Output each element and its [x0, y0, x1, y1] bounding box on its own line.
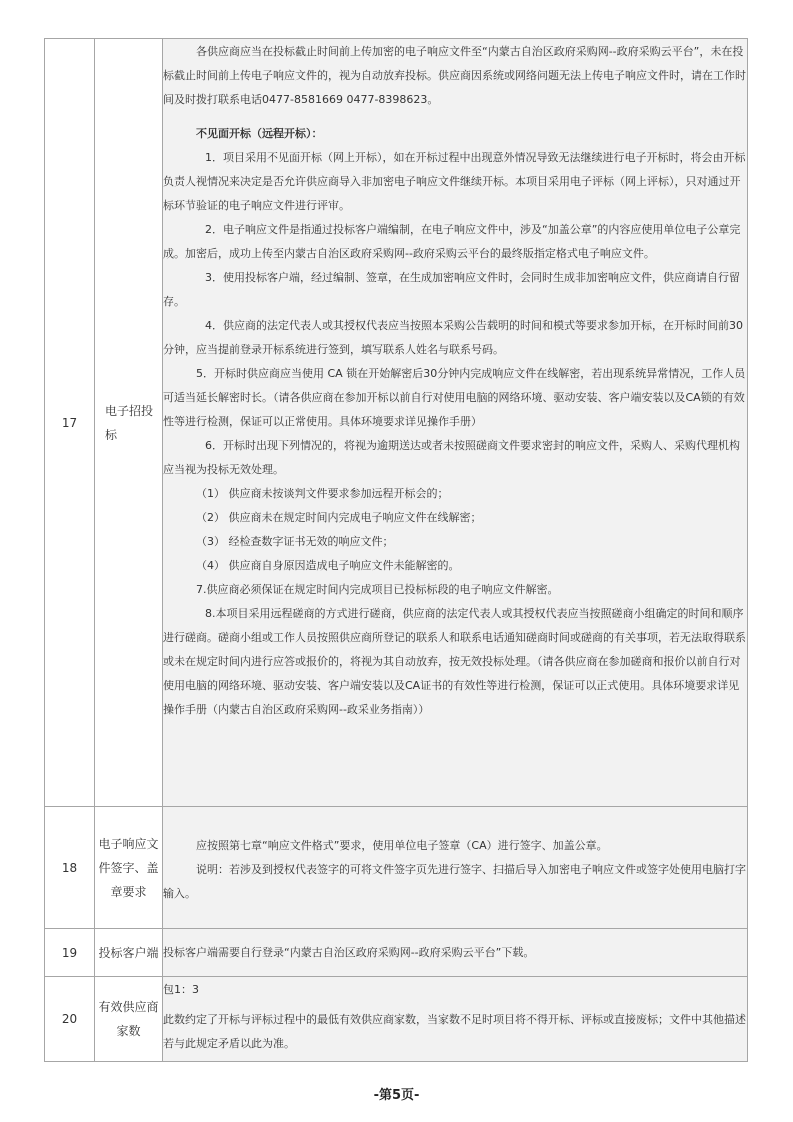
- list-item: （2） 供应商未在规定时间内完成电子响应文件在线解密；: [196, 511, 482, 524]
- page-number: -第5页-: [373, 1088, 420, 1103]
- paragraph: 包1：3: [163, 983, 199, 996]
- row-label: 电子响应文件签字、盖章要求: [95, 807, 163, 929]
- row-content: [163, 807, 748, 929]
- table-row: [45, 929, 748, 977]
- paragraph: 3．使用投标客户端，经过编制、签章，在生成加密响应文件时，会同时生成非加密响应文件，供应商请自行留存。: [163, 271, 740, 308]
- list-item: （1） 供应商未按谈判文件要求参加远程开标会的；: [196, 487, 449, 500]
- row-content: [163, 929, 748, 977]
- row-label: 电子招投标: [95, 39, 163, 807]
- paragraph: 5．开标时供应商应当使用 CA 锁在开始解密后30分钟内完成响应文件在线解密，若出现系统异常情况，工作人员可适当延长解密时长。（请各供应商在参加开标以前自行对使用电脑的网络环境、驱动安装、客户端安装以及CA锁的有效性等进行检测，保证可以正常使用。具体环境要求详见操作手册）: [163, 367, 746, 428]
- row-label: 有效供应商家数: [95, 977, 163, 1062]
- paragraph: 4．供应商的法定代表人或其授权代表应当按照本采购公告载明的时间和模式等要求参加开标，在开标时间前30分钟，应当提前登录开标系统进行签到，填写联系人姓名与联系号码。: [163, 319, 743, 356]
- table-row: [45, 807, 748, 929]
- row-number: 20: [45, 977, 95, 1062]
- table-row: [45, 977, 748, 1062]
- table-row: [45, 39, 748, 807]
- section-heading: 不见面开标（远程开标）：: [196, 127, 323, 140]
- row-number: 18: [45, 807, 95, 929]
- row-label: 投标客户端: [95, 929, 163, 977]
- row-number: 17: [45, 39, 95, 807]
- paragraph: 投标客户端需要自行登录“内蒙古自治区政府采购网--政府采购云平台”下载。: [163, 945, 535, 959]
- row-content: [163, 39, 748, 807]
- list-item: （3） 经检查数字证书无效的响应文件；: [196, 535, 394, 548]
- requirements-table: [44, 38, 748, 1062]
- paragraph: 应按照第七章“响应文件格式”要求，使用单位电子签章（CA）进行签字、加盖公章。: [196, 838, 608, 852]
- list-item: （4） 供应商自身原因造成电子响应文件未能解密的。: [196, 559, 460, 572]
- paragraph: 1．项目采用不见面开标（网上开标），如在开标过程中出现意外情况导致无法继续进行电子开标时，将会由开标负责人视情况来决定是否允许供应商导入非加密电子响应文件继续开标。本项目采用电子评标（网上评标），只对通过开标环节验证的电子响应文件进行评审。: [163, 151, 746, 212]
- paragraph: 此数约定了开标与评标过程中的最低有效供应商家数，当家数不足时项目将不得开标、评标或直接废标；文件中其他描述若与此规定矛盾以此为准。: [163, 1013, 746, 1050]
- paragraph: 6．开标时出现下列情况的，将视为逾期送达或者未按照磋商文件要求密封的响应文件，采购人、采购代理机构应当视为投标无效处理。: [163, 439, 740, 476]
- row-content: [163, 977, 748, 1062]
- paragraph: 各供应商应当在投标截止时间前上传加密的电子响应文件至“内蒙古自治区政府采购网--政府采购云平台”，未在投标截止时间前上传电子响应文件的，视为自动放弃投标。供应商因系统或网络问题无法上传电子响应文件时，请在工作时间及时拨打联系电话0477-8581669 0477-8398623。: [163, 45, 746, 106]
- paragraph: 7.供应商必须保证在规定时间内完成项目已投标标段的电子响应文件解密。: [196, 583, 559, 596]
- row-number: 19: [45, 929, 95, 977]
- paragraph: 说明：若涉及到授权代表签字的可将文件签字页先进行签字、扫描后导入加密电子响应文件或签字处使用电脑打字输入。: [163, 862, 746, 900]
- paragraph: 8.本项目采用远程磋商的方式进行磋商，供应商的法定代表人或其授权代表应当按照磋商小组确定的时间和顺序进行磋商。磋商小组或工作人员按照供应商所登记的联系人和联系电话通知磋商时间或磋商的有关事项，若无法取得联系或未在规定时间内进行应答或报价的，将视为其自动放弃，按无效投标处理。（请各供应商在参加磋商和报价以前自行对使用电脑的网络环境、驱动安装、客户端安装以及CA证书的有效性等进行检测，保证可以正式使用。具体环境要求详见操作手册（内蒙古自治区政府采购网--政采业务指南））: [163, 607, 746, 716]
- paragraph: 2．电子响应文件是指通过投标客户端编制，在电子响应文件中，涉及“加盖公章”的内容应使用单位电子公章完成。加密后，成功上传至内蒙古自治区政府采购网--政府采购云平台的最终版指定格式电子响应文件。: [163, 223, 741, 260]
